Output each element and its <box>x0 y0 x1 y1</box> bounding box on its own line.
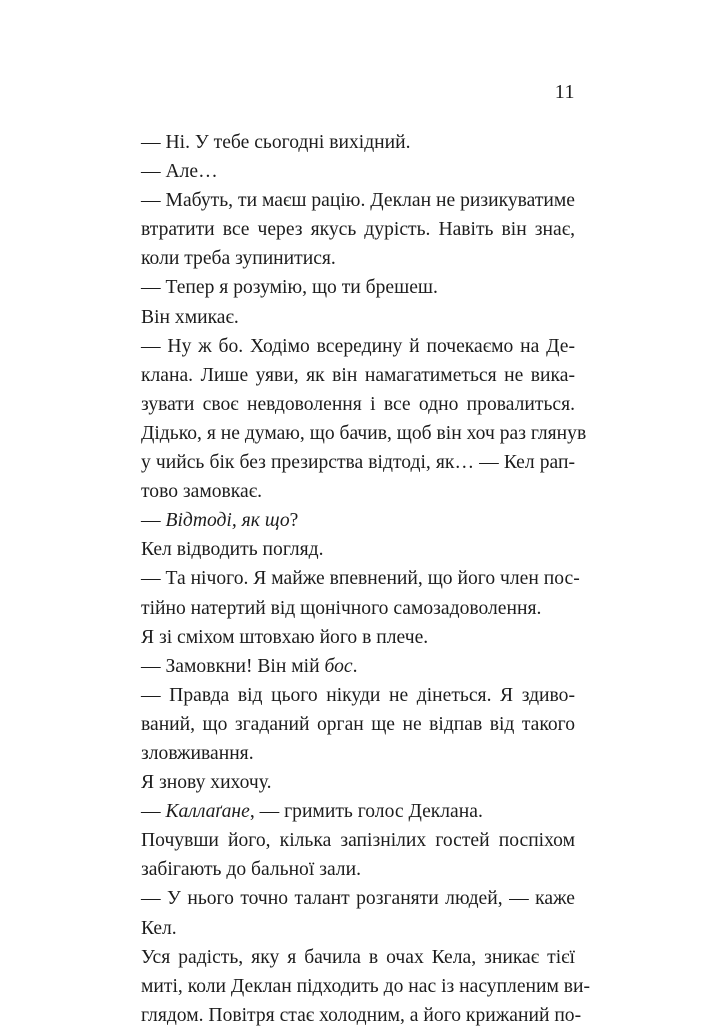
line-start: — Замовкни! Він мій <box>141 655 325 677</box>
italic-word: бос <box>324 655 353 677</box>
line-end: , — гримить голос Деклана. <box>249 801 483 823</box>
text-line <box>141 506 575 535</box>
text-line: Кел відводить погляд. <box>141 539 324 561</box>
text-line: Я знову хихочу. <box>141 772 272 794</box>
text-line: — Мабуть, ти маєш рацію. Деклан не ризикуватиме <box>141 190 575 212</box>
text-line: — Ну ж бо. Ходімо всередину й почекаємо на Де- <box>141 335 575 357</box>
text-line: зувати своє невдоволення і все одно провалиться. <box>141 393 575 415</box>
text-line: — Та нічого. Я майже впевнений, що його член пос- <box>141 568 580 590</box>
text-line <box>141 797 575 826</box>
text-line: втратити все через якусь дурість. Навіть він знає, <box>141 219 575 241</box>
text-line: Я зі сміхом штовхаю його в плече. <box>141 626 429 648</box>
body-text <box>141 128 591 1030</box>
text-line: тійно натертий від щонічного самозадоволення. <box>141 597 542 619</box>
text-line: миті, коли Деклан підходить до нас із насупленим ви- <box>141 975 591 997</box>
page-number: 11 <box>554 81 575 103</box>
text-line: Почувши його, кілька запізнілих гостей поспіхом <box>141 830 575 852</box>
text-line: забігають до бальної зали. <box>141 859 361 881</box>
text-line: — Ні. У тебе сьогодні вихідний. <box>141 132 411 153</box>
dash: — <box>141 801 166 823</box>
text-line: Він хмикає. <box>141 306 239 328</box>
italic-name: Каллаґане <box>165 801 250 823</box>
text-line: коли треба зупинитися. <box>141 248 336 270</box>
text-line: — Правда від цього нікуди не дінеться. Я здиво- <box>141 684 575 706</box>
text-line: ваний, що згаданий орган ще не відпав від такого <box>141 713 575 735</box>
text-line: — Тепер я розумію, що ти брешеш. <box>141 277 438 299</box>
text-line: — Але… <box>141 161 218 183</box>
text-line: тово замовкає. <box>141 481 263 503</box>
text-line <box>141 652 575 681</box>
text-line: Уся радість, яку я бачила в очах Кела, зникає тієї <box>141 946 575 968</box>
text-line: глядом. Повітря стає холодним, а його крижаний по- <box>141 1004 582 1026</box>
punctuation: ? <box>289 510 299 532</box>
text-line: зловживання. <box>141 742 254 764</box>
italic-phrase: Відтоді, як що <box>165 510 290 532</box>
text-line: Кел. <box>141 917 177 939</box>
dash: — <box>141 510 166 532</box>
text-line: клана. Лише уяви, як він намагатиметься не вика- <box>141 364 575 386</box>
punctuation: . <box>352 655 358 677</box>
text-line: — У нього точно талант розганяти людей, — каже <box>141 888 575 910</box>
text-line: Дідько, я не думаю, що бачив, щоб він хоч раз глянув <box>141 422 587 444</box>
text-line: у чийсь бік без презирства відтоді, як… — Кел рап- <box>141 452 575 474</box>
